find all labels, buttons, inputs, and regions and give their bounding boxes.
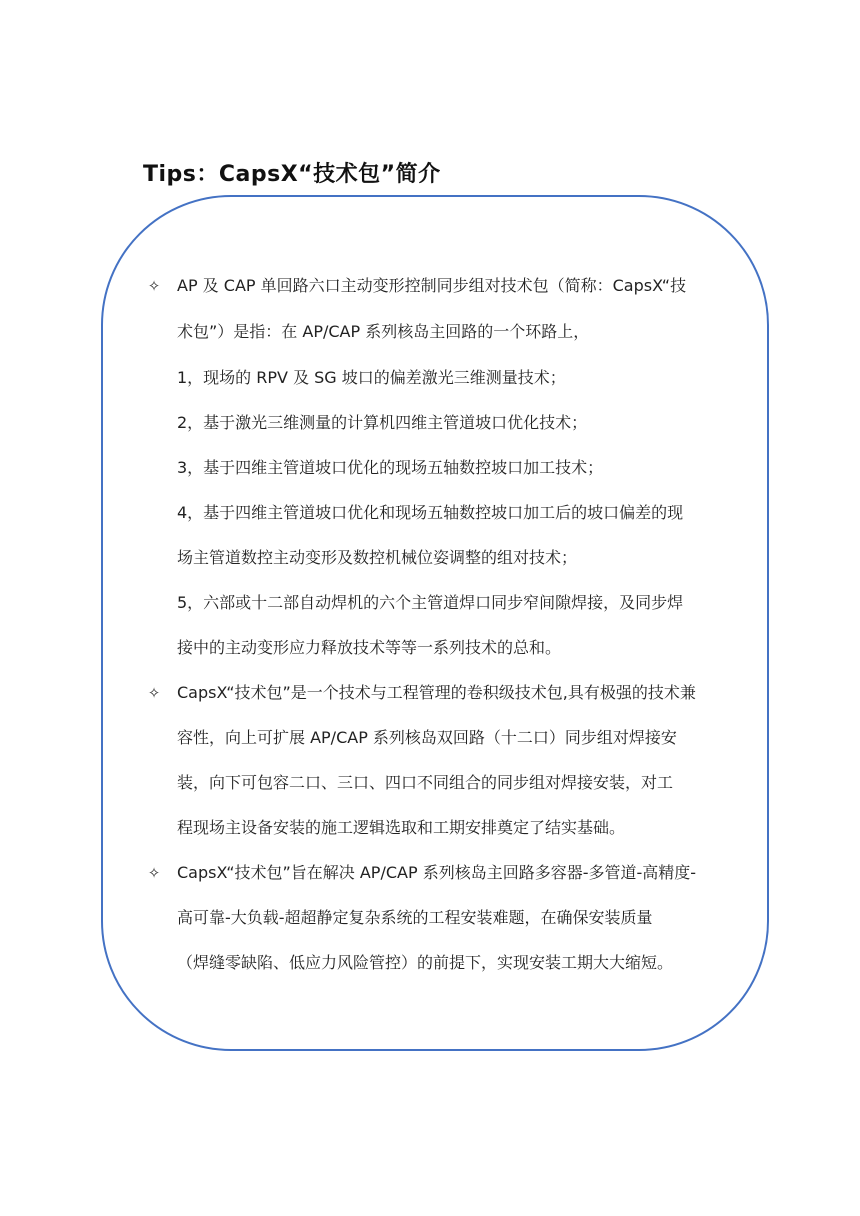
text-line: CapsX“技术包”旨在解决 AP/CAP 系列核岛主回路多容器-多管道-高精度- [177, 863, 697, 882]
text-line: 2，基于激光三维测量的计算机四维主管道坡口优化技术； [177, 413, 588, 432]
text-line: AP 及 CAP 单回路六口主动变形控制同步组对技术包（简称：CapsX“技 [177, 276, 687, 295]
page-title: Tips：CapsX“技术包”简介 [143, 162, 441, 187]
text-line: 装，向下可包容二口、三口、四口不同组合的同步组对焊接安装，对工 [177, 773, 674, 792]
text-line: 高可靠-大负载-超超静定复杂系统的工程安装难题，在确保安装质量 [177, 908, 653, 927]
bullet-icon: ✧ [147, 864, 161, 882]
text-line: 容性，向上可扩展 AP/CAP 系列核岛双回路（十二口）同步组对焊接安 [177, 728, 677, 747]
text-line: 接中的主动变形应力释放技术等等一系列技术的总和。 [177, 638, 562, 657]
text-line: 场主管道数控主动变形及数控机械位姿调整的组对技术； [177, 548, 578, 567]
text-line: （焊缝零缺陷、低应力风险管控）的前提下，实现安装工期大大缩短。 [177, 953, 674, 972]
bullet-icon: ✧ [147, 684, 161, 702]
text-line: 1，现场的 RPV 及 SG 坡口的偏差激光三维测量技术； [177, 368, 566, 387]
text-line: 程现场主设备安装的施工逻辑选取和工期安排奠定了结实基础。 [177, 818, 626, 837]
text-line: CapsX“技术包”是一个技术与工程管理的卷积级技术包,具有极强的技术兼 [177, 683, 696, 702]
text-line: 3，基于四维主管道坡口优化的现场五轴数控坡口加工技术； [177, 458, 604, 477]
text-line: 4，基于四维主管道坡口优化和现场五轴数控坡口加工后的坡口偏差的现 [177, 503, 684, 522]
text-line: 术包”）是指：在 AP/CAP 系列核岛主回路的一个环路上， [177, 322, 590, 341]
text-line: 5，六部或十二部自动焊机的六个主管道焊口同步窄间隙焊接，及同步焊 [177, 593, 684, 612]
bullet-icon: ✧ [147, 277, 161, 295]
